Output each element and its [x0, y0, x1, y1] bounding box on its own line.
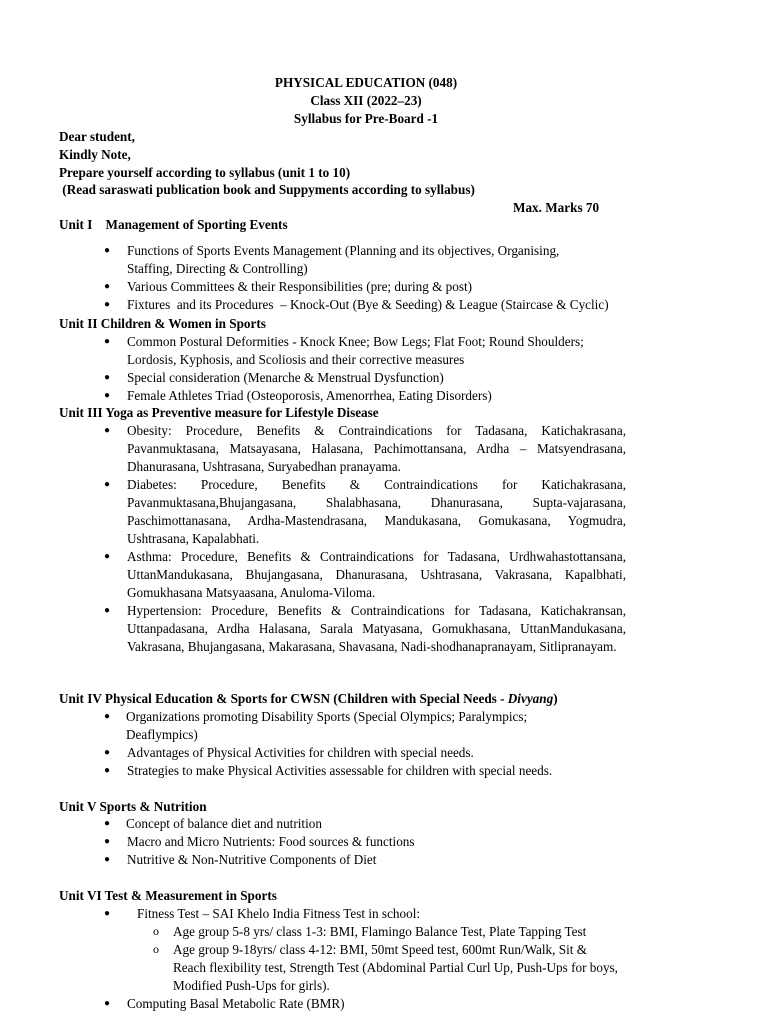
class-line: Class XII (2022–23) — [310, 93, 422, 108]
list-item: ● Nutritive & Non-Nutritive Components of Diet — [0, 851, 626, 869]
unit-heading-text: Unit IV Physical Education & Sports for CWSN (Children with Special Needs - — [59, 691, 508, 706]
unit-4-list — [0, 708, 647, 780]
list-item: ● Various Committees & their Responsibilities (pre; during & post) — [0, 278, 626, 296]
list-item: ● Functions of Sports Events Management (Planning and its objectives, Organising, Staffing, Directing & Controlling) — [0, 242, 607, 278]
unit-heading-italic: Divyang — [507, 691, 554, 706]
list-item: ● Fixtures and its Procedures – Knock-Out (Bye & Seeding) & League (Staircase & Cyclic) — [0, 296, 687, 314]
read-note: (Read saraswati publication book and Suppyments according to syllabus) — [59, 182, 475, 197]
list-item: ● Special consideration (Menarche & Menstrual Dysfunction) — [0, 369, 626, 387]
unit-5-list — [0, 815, 626, 869]
unit-3-list — [0, 422, 626, 656]
list-item: ● Strategies to make Physical Activities assessable for children with special needs. — [0, 762, 647, 780]
unit-heading: Unit VI Test & Measurement in Sports — [59, 888, 277, 903]
sub-list-item: o Age group 9-18yrs/ class 4-12: BMI, 50mt Speed test, 600mt Run/Walk, Sit & Reach flexibility test, Strength Test (Abdominal Partial Curl Up, Push-Ups for boys, Modified Push-Ups for girls). — [127, 941, 623, 995]
max-marks: Max. Marks 70 — [513, 200, 600, 215]
list-item: ● Organizations promoting Disability Sports (Special Olympics; Paralympics; Deaflympics) — [0, 708, 566, 744]
unit-2-list — [0, 333, 627, 405]
list-item: ● Concept of balance diet and nutrition — [0, 815, 625, 833]
list-item: ● Computing Basal Metabolic Rate (BMR) — [0, 995, 626, 1013]
document-title: PHYSICAL EDUCATION (048) — [274, 75, 458, 90]
unit-heading: Unit V Sports & Nutrition — [59, 799, 207, 814]
list-item: ● Obesity: Procedure, Benefits & Contraindications for Tadasana, Katichakrasana, Pavanmuktasana, Matsayasana, Halasana, Pachimottansana, Ardha – Matsyendrasana, Dhanurasana, Ushtrasana, Suryabedhan pranayama. — [0, 422, 626, 476]
kindly-note: Kindly Note, — [59, 147, 131, 162]
sub-list-item: o Age group 5-8 yrs/ class 1-3: BMI, Flamingo Balance Test, Plate Tapping Test — [127, 923, 643, 941]
syllabus-line: Syllabus for Pre-Board -1 — [293, 111, 439, 126]
unit-1-list — [0, 242, 687, 314]
greeting: Dear student, — [59, 129, 135, 144]
list-item — [0, 905, 637, 995]
list-item: ● Macro and Micro Nutrients: Food sources & functions — [0, 833, 626, 851]
list-item: ● Common Postural Deformities - Knock Knee; Bow Legs; Flat Foot; Round Shoulders; Lordosis, Kyphosis, and Scoliosis and their corrective measures — [0, 333, 627, 369]
list-item: ● Asthma: Procedure, Benefits & Contraindications for Tadasana, Urdhwahastottansana, UttanMandukasana, Bhujangasana, Dhanurasana, Ushtrasana, Vakrasana, Kapalbhati, Gomukhasana Matsyaasana, Anuloma-Viloma. — [0, 548, 626, 602]
unit-6-list — [0, 905, 637, 1013]
list-item: ● Female Athletes Triad (Osteoporosis, Amenorrhea, Eating Disorders) — [0, 387, 626, 405]
list-item: ● Hypertension: Procedure, Benefits & Contraindications for Tadasana, Katichakransan, Uttanpadasana, Ardha Halasana, Sarala Matyasana, Gomukhasana, UttanMandukasana, Vakrasana, Bhujangasana, Makarasana, Shavasana, Nadi-shodhanapranayam, Sitlipranayam. — [0, 602, 626, 656]
unit-heading-end: ) — [553, 691, 558, 706]
prepare-note: Prepare yourself according to syllabus (unit 1 to 10) — [59, 165, 351, 180]
unit-heading: Unit III Yoga as Preventive measure for Lifestyle Disease — [59, 405, 379, 420]
unit-heading: Unit II Children & Women in Sports — [59, 316, 266, 331]
sub-list — [127, 923, 637, 995]
list-item-text: Fitness Test – SAI Khelo India Fitness Test in school: — [137, 906, 421, 921]
list-item: ● Advantages of Physical Activities for children with special needs. — [0, 744, 626, 762]
unit-heading — [59, 690, 558, 708]
list-item: ● Diabetes: Procedure, Benefits & Contraindications for Katichakrasana, Pavanmuktasana,Bhujangasana, Shalabhasana, Dhanurasana, Supta-vajarasana, Paschimottanasana, Ardha-Mastendrasana, Mandukasana, Gomukasana, Yogmudra, Ushtrasana, Kapalabhati. — [0, 476, 626, 548]
unit-heading: Unit I Management of Sporting Events — [59, 217, 288, 232]
